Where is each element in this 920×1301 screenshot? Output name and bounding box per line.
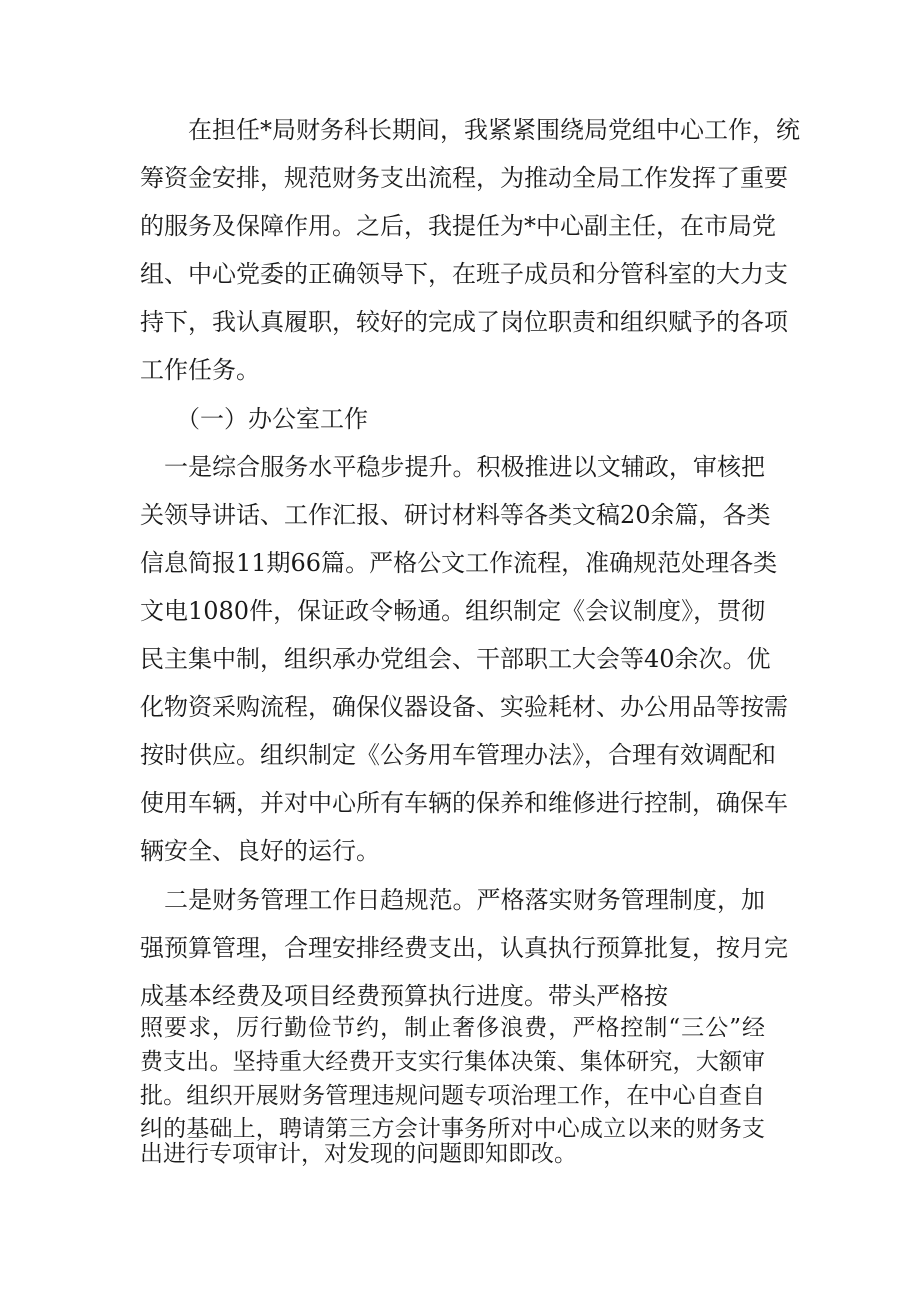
para1-line-4: 文电1080件，保证政令畅通。组织制定《会议制度》，贯彻 (140, 597, 766, 625)
para1-line-1: 一是综合服务水平稳步提升。积极推进以文辅政，审核把 (140, 453, 765, 481)
para1-line-6: 化物资采购流程，确保仪器设备、实验耗材、办公用品等按需 (140, 693, 788, 721)
para1-line-3: 信息简报11期66篇。严格公文工作流程，准确规范处理各类 (140, 549, 778, 577)
para1-line-7: 按时供应。组织制定《公务用车管理办法》，合理有效调配和 (140, 741, 776, 769)
section-heading: （一）办公室工作 (140, 405, 368, 433)
para2-line-3: 成基本经费及项目经费预算执行进度。带头严格按 (140, 982, 668, 1010)
para1-line-2: 关领导讲话、工作汇报、研讨材料等各类文稿20余篇，各类 (140, 501, 771, 529)
para1-line-5: 民主集中制，组织承办党组会、干部职工大会等40余次。优 (140, 645, 771, 673)
intro-line-2: 筹资金安排，规范财务支出流程，为推动全局工作发挥了重要 (140, 164, 788, 192)
intro-line-3: 的服务及保障作用。之后，我提任为*中心副主任，在市局党 (140, 212, 776, 240)
para2-line-8: 出进行专项审计，对发现的问题即知即改。 (140, 1141, 577, 1167)
para2-line-4: 照要求，厉行勤俭节约，制止奢侈浪费，严格控制“三公”经 (140, 1015, 765, 1041)
para1-line-8: 使用车辆，并对中心所有车辆的保养和维修进行控制，确保车 (140, 789, 788, 817)
para2-line-6: 批。组织开展财务管理违规问题专项治理工作，在中心自查自 (140, 1083, 765, 1109)
intro-line-5: 持下，我认真履职，较好的完成了岗位职责和组织赋予的各项 (140, 308, 788, 336)
para2-line-7: 纠的基础上，聘请第三方会计事务所对中心成立以来的财务支 (140, 1116, 765, 1142)
para1-line-9: 辆安全、良好的运行。 (140, 837, 380, 865)
para2-line-5: 费支出。坚持重大经费开支实行集体决策、集体研究，大额审 (140, 1049, 765, 1075)
intro-line-6: 工作任务。 (140, 356, 260, 384)
intro-line-4: 组、中心党委的正确领导下，在班子成员和分管科室的大力支 (140, 260, 788, 288)
para2-line-2: 强预算管理，合理安排经费支出，认真执行预算批复，按月完 (140, 934, 788, 962)
para2-line-1: 二是财务管理工作日趋规范。严格落实财务管理制度，加 (140, 886, 765, 914)
intro-line-1: 在担任*局财务科长期间，我紧紧围绕局党组中心工作，统 (140, 116, 800, 144)
